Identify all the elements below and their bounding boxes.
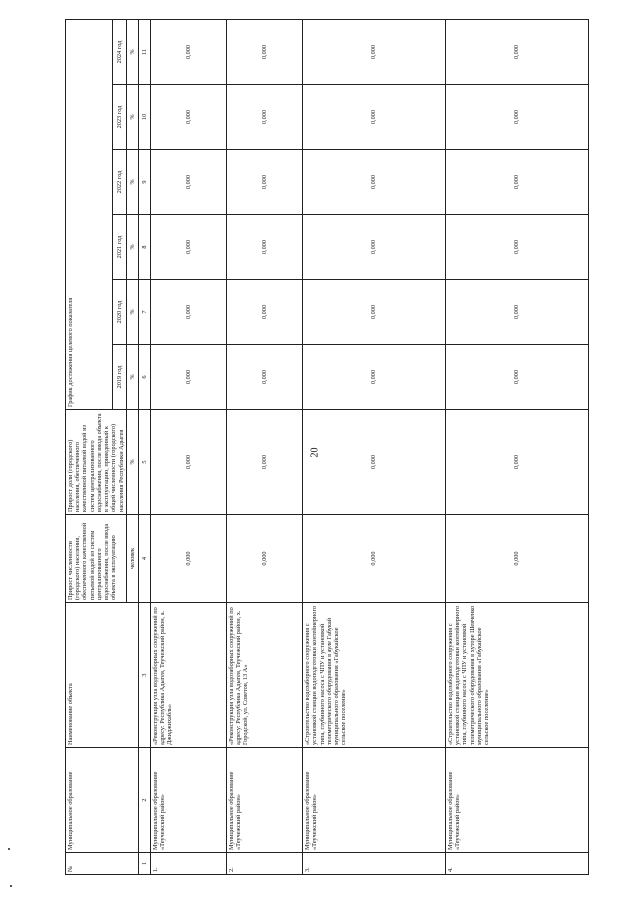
unit-pct: % [126,410,138,515]
scan-speck [10,885,12,887]
unit-people: человек [126,515,138,603]
table-row [226,20,302,875]
row-num: 3. [303,853,446,875]
column-number: 9 [138,150,150,215]
row-num: 4. [445,853,588,875]
row-value: 0,000 [303,20,446,85]
column-number: 2 [138,748,150,853]
row-value: 0,000 [150,515,226,603]
row-value: 0,000 [303,85,446,150]
row-municipality: Муниципальное образование «Теучежский район» [445,748,588,853]
row-value: 0,000 [445,150,588,215]
row-value: 0,000 [226,345,302,410]
row-value: 0,000 [303,280,446,345]
table-row [150,20,226,875]
column-number: 1 [138,853,150,875]
row-object: «Строительство водозаборного сооружения с установкой станции водоподготовки контейнерного типа, глубинного насоса с ЧПУ и установкой телеметрического оборудования в хуторе Шевченко муниципального образования «Габукайское сельское поселение» [445,603,588,748]
header-municipality: Муниципальное образование [66,748,139,853]
column-number: 4 [138,515,150,603]
row-value: 0,000 [303,215,446,280]
row-value: 0,000 [445,345,588,410]
row-value: 0,000 [226,280,302,345]
header-schedule: График достижения целевого показателя [66,20,113,410]
unit-pct: % [126,280,138,345]
row-value: 0,000 [150,410,226,515]
row-value: 0,000 [226,20,302,85]
header-object: Наименование объекта [66,603,139,748]
indicator-table [65,19,589,875]
row-municipality: Муниципальное образование «Теучежский район» [150,748,226,853]
column-number: 7 [138,280,150,345]
row-value: 0,000 [445,20,588,85]
row-value: 0,000 [150,345,226,410]
row-value: 0,000 [226,150,302,215]
row-municipality: Муниципальное образование «Теучежский район» [226,748,302,853]
row-object: «Строительство водозаборного сооружения с установкой станции водоподготовки контейнерного типа, глубинного насоса с ЧПУ и установкой телеметрического оборудования в ауле Габукай муниципального образования «Габукайское сельское поселение» [303,603,446,748]
row-object: «Реконструкция узла водозаборных сооружений по адресу: Республика Адыгея, Теучежский район, х. Городской, ул. Советов, 13 А» [226,603,302,748]
row-value: 0,000 [303,345,446,410]
header-year: 2024 год [112,20,126,85]
row-value: 0,000 [303,515,446,603]
row-value: 0,000 [445,515,588,603]
column-number: 3 [138,603,150,748]
header-year: 2020 год [112,280,126,345]
table-row [445,20,588,875]
header-share-growth: Прирост доли (городского) населения, обеспеченного качественной питьевой водой из систем централизованного водоснабжения, после ввода объекта в эксплуатацию, приведенный к общей численности (городского) населения Республики Адыгея [66,410,127,515]
row-value: 0,000 [150,20,226,85]
row-value: 0,000 [226,85,302,150]
column-number: 6 [138,345,150,410]
header-year: 2019 год [112,345,126,410]
row-value: 0,000 [445,215,588,280]
row-value: 0,000 [150,280,226,345]
unit-pct: % [126,85,138,150]
unit-pct: % [126,345,138,410]
row-municipality: Муниципальное образование «Теучежский район» [303,748,446,853]
page-number: 20 [309,447,321,458]
row-num: 1. [150,853,226,875]
column-number: 8 [138,215,150,280]
unit-pct: % [126,150,138,215]
row-value: 0,000 [303,410,446,515]
header-year: 2022 год [112,150,126,215]
table-row [303,20,446,875]
unit-pct: % [126,20,138,85]
row-value: 0,000 [445,280,588,345]
unit-pct: % [126,215,138,280]
column-number: 11 [138,20,150,85]
column-number: 5 [138,410,150,515]
row-num: 2. [226,853,302,875]
row-object: «Реконструкция узла водозаборных сооружений по адресу: Республика Адыгея, Теучежский район, а. Джиджихабль» [150,603,226,748]
scan-speck [8,848,10,850]
row-value: 0,000 [226,215,302,280]
row-value: 0,000 [226,515,302,603]
header-pop-growth: Прирост численности (городского) населения, обеспеченного качественной питьевой водой из систем централизованного водоснабжения, после ввода объекта в эксплуатацию [66,515,127,603]
row-value: 0,000 [150,85,226,150]
indicator-table-region [65,20,580,875]
column-number: 10 [138,85,150,150]
row-value: 0,000 [150,150,226,215]
row-value: 0,000 [445,85,588,150]
column-number-row [138,20,150,875]
header-num: № [66,853,139,875]
row-value: 0,000 [445,410,588,515]
row-value: 0,000 [150,215,226,280]
header-year: 2021 год [112,215,126,280]
row-value: 0,000 [226,410,302,515]
row-value: 0,000 [303,150,446,215]
header-year: 2023 год [112,85,126,150]
